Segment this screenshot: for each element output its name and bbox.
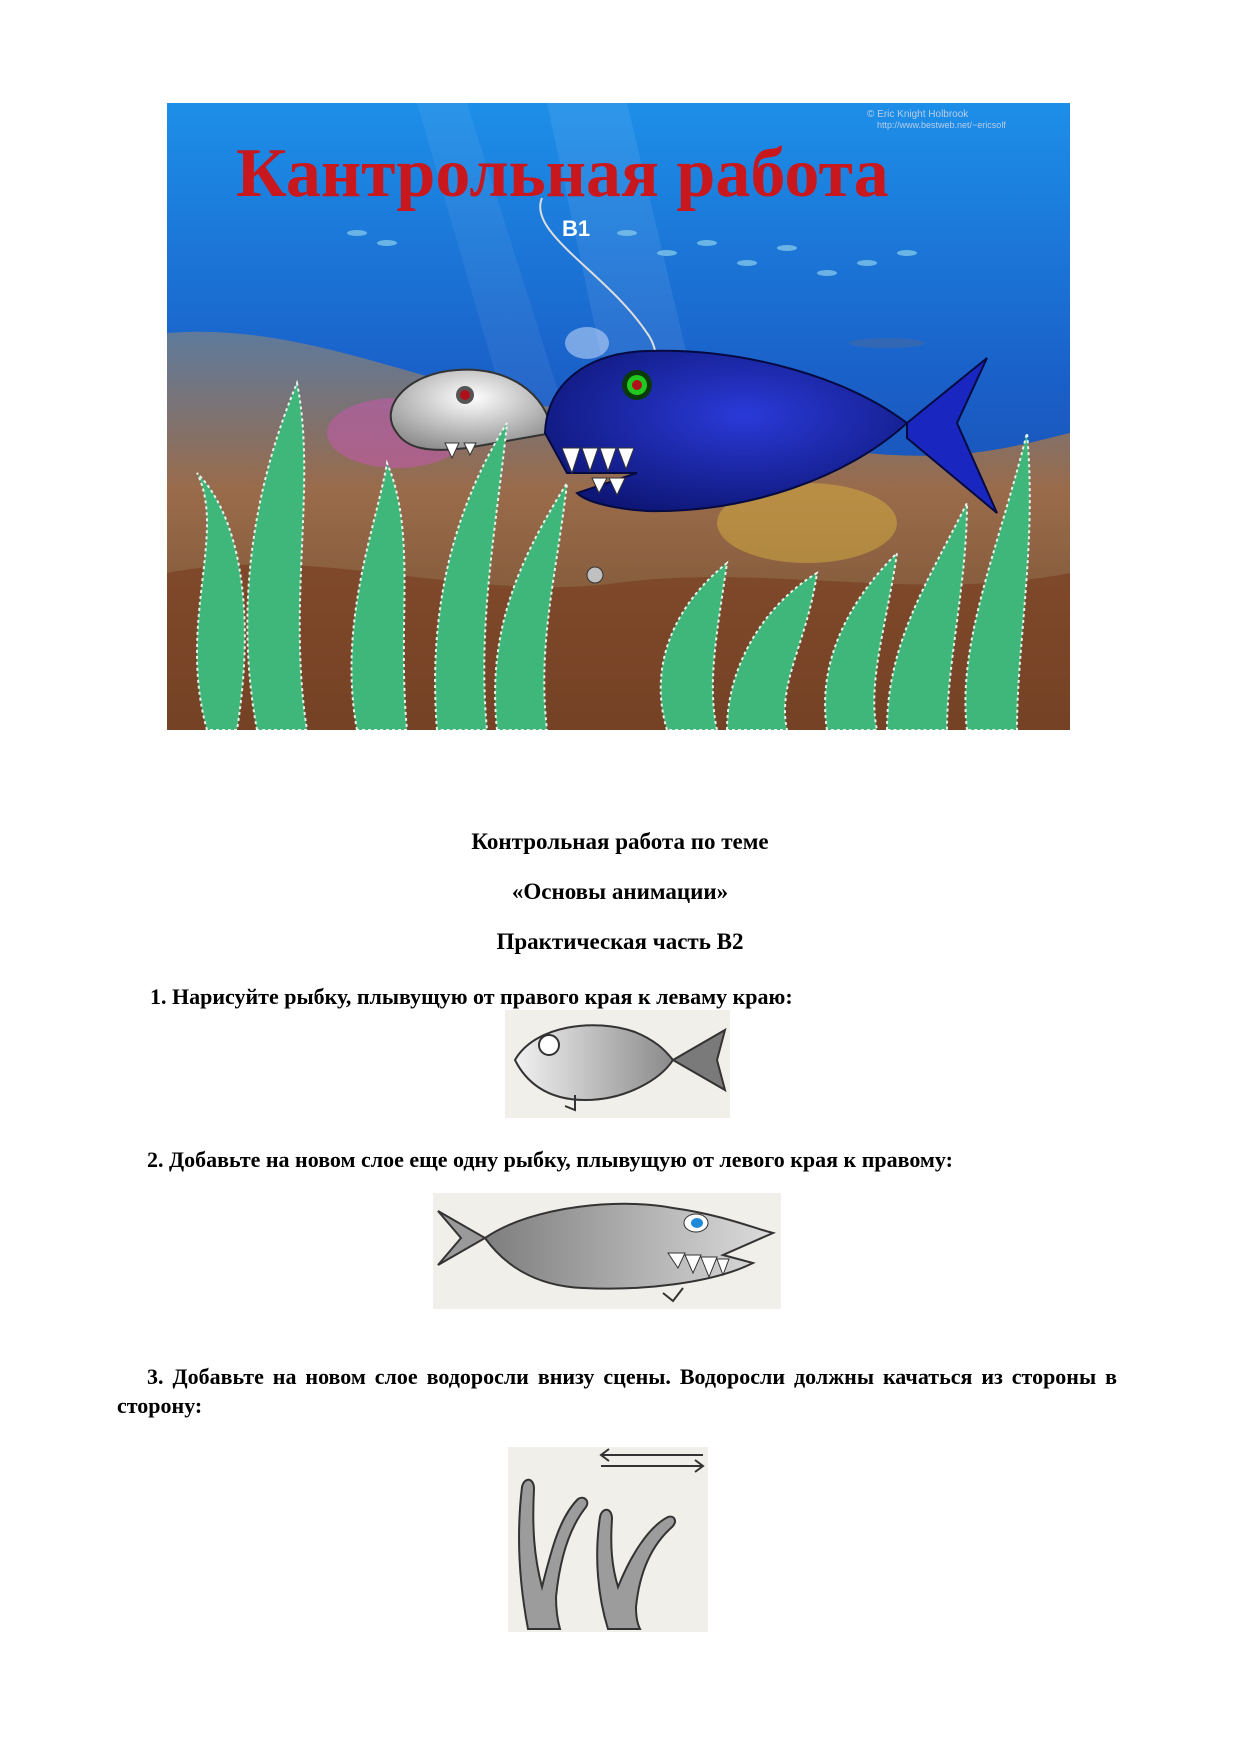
banner-credit-line2: http://www.bestweb.net/~ericsolf [877,120,1006,130]
task-3-text: Добавьте на новом слое водоросли внизу сцены. Водоросли должны качаться из стороны в сторону: [117,1364,1117,1418]
document-title-line3: Практическая часть В2 [496,929,744,954]
task-2-number: 2. [147,1147,164,1172]
banner-credit-line1: © Eric Knight Holbrook [867,109,969,120]
task-1-fish-figure [505,1010,730,1118]
task-3-seaweed-figure [508,1447,708,1632]
task-1-number: 1. [150,984,167,1009]
banner-illustration [167,103,1070,730]
task-1-text: Нарисуйте рыбку, плывущую от правого края к леваму краю: [172,984,793,1009]
task-2 [147,1145,1107,1174]
document-title-line1: Контрольная работа по теме [471,829,769,854]
fish-left-icon [505,1010,730,1118]
task-1 [150,982,1110,1011]
banner-title: Кантрольная работа [236,135,889,212]
seaweed-icon [519,1480,675,1629]
task-3 [117,1362,1117,1420]
task-2-text: Добавьте на новом слое еще одну рыбку, плывущую от левого края к правому: [169,1147,953,1172]
underwater-scene [167,103,1070,730]
task-3-number: 3. [147,1364,164,1389]
double-arrow-icon [601,1449,703,1472]
document-title-line2: «Основы анимации» [511,879,729,904]
task-2-fish-figure [433,1193,781,1309]
banner-variant: В1 [562,216,591,241]
shark-right-icon [433,1193,781,1309]
seaweed-swing-icon [508,1447,708,1632]
